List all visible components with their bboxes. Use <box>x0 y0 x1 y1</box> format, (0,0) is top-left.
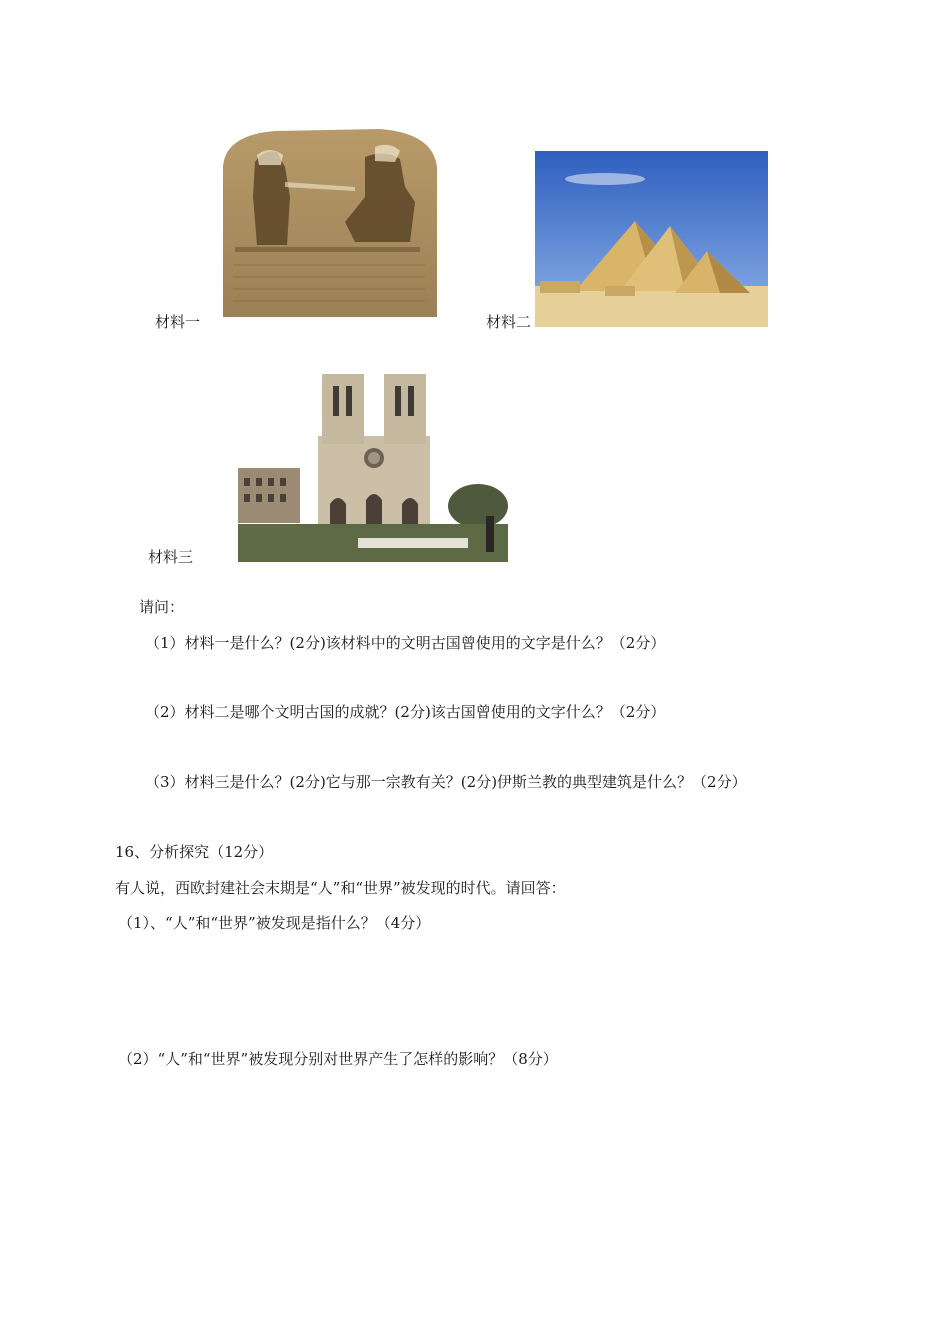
question-16-intro: 有人说，西欧封建社会末期是“人”和“世界”被发现的时代。请回答： <box>115 879 566 897</box>
question-15-part-1: （1）材料一是什么？(2分)该材料中的文明古国曾使用的文字是什么？（2分） <box>145 634 666 652</box>
cathedral-image <box>238 366 508 562</box>
material-1-label: 材料一 <box>155 313 201 331</box>
material-2-label: 材料二 <box>486 313 532 331</box>
stele-relief-image <box>215 127 440 317</box>
question-16-part-1: （1）、“人”和“世界”被发现是指什么？（4分） <box>118 914 431 932</box>
question-prompt: 请问： <box>139 598 185 616</box>
question-16-title: 16、分析探究（12分） <box>115 843 274 861</box>
question-15-part-2: （2）材料二是哪个文明古国的成就？(2分)该古国曾使用的文字什么？（2分） <box>145 703 666 721</box>
material-3-label: 材料三 <box>148 548 194 566</box>
question-15-part-3: （3）材料三是什么？(2分)它与那一宗教有关？(2分)伊斯兰教的典型建筑是什么？（2分） <box>145 773 747 791</box>
pyramids-image <box>535 151 768 327</box>
question-16-part-2: （2）“人”和“世界”被发现分别对世界产生了怎样的影响？（8分） <box>118 1050 558 1068</box>
